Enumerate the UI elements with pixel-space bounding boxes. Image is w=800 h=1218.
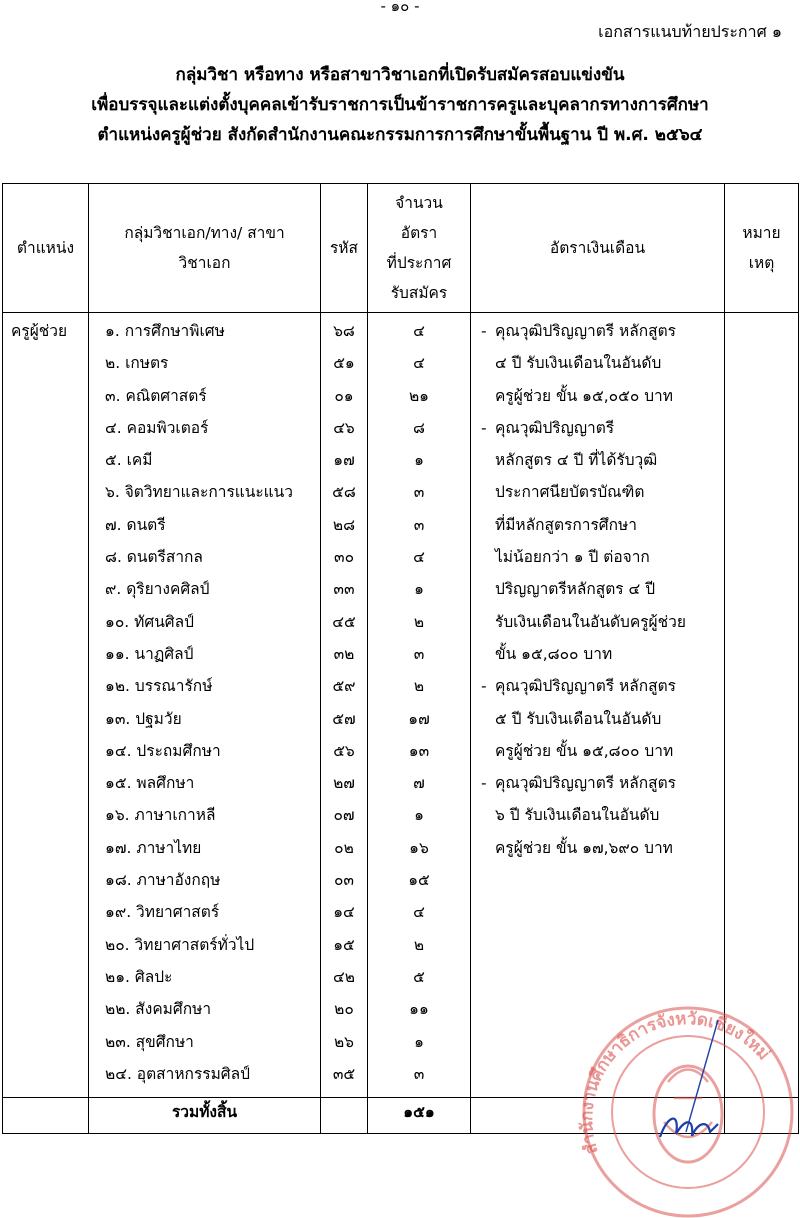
subject-code: ๑๗ [333, 451, 355, 470]
vacancy-count: ๑ [414, 1032, 424, 1051]
vacancy-count: ๒ [413, 677, 425, 696]
subject-code: ๓๕ [332, 1064, 356, 1083]
salary-column [471, 313, 725, 1098]
salary-bullet: - [481, 774, 487, 793]
subject-item: ๑๓. ปฐมวัย [105, 709, 182, 728]
document-title [0, 60, 800, 150]
subject-item: ๒๑. ศิลปะ [105, 967, 173, 986]
subject-column [89, 313, 321, 1098]
subject-item: ๑๒. บรรณารักษ์ [105, 677, 213, 696]
subject-item: ๒๒. สังคมศึกษา [105, 1000, 212, 1019]
subject-code: ๒๘ [332, 515, 356, 534]
salary-text-line: ไม่น้อยกว่า ๑ ปี ต่อจาก [495, 548, 650, 567]
remark-column [725, 313, 799, 1098]
subject-code: ๑๕ [333, 935, 355, 954]
subject-code: ๐๗ [333, 806, 355, 825]
salary-text-line: ครูผู้ช่วย ขั้น ๑๗,๖๙๐ บาท [495, 838, 673, 857]
subject-code: ๕๘ [332, 483, 356, 502]
vacancy-count: ๓ [413, 644, 425, 663]
salary-text-line: คุณวุฒิปริญญาตรี หลักสูตร [495, 322, 677, 340]
vacancy-table [2, 183, 799, 1134]
header-count [368, 184, 471, 313]
subject-code: ๔๒ [333, 967, 355, 986]
subject-item: ๑๙. วิทยาศาสตร์ [105, 903, 220, 922]
header-count-line: อัตรา [400, 224, 438, 242]
subject-code: ๕๙ [332, 677, 356, 696]
header-subject-line: กลุ่มวิชาเอก/ทาง/ สาขา [124, 224, 285, 242]
vacancy-count: ๑ [414, 806, 424, 825]
page-number: - ๑๐ - [380, 0, 420, 15]
vacancy-count: ๔ [413, 322, 425, 340]
salary-item [481, 412, 718, 670]
salary-text-line: ปริญญาตรีหลักสูตร ๔ ปี [495, 580, 656, 599]
vacancy-count: ๑๑ [409, 1000, 429, 1019]
vacancy-count: ๒๑ [408, 386, 430, 405]
salary-item [481, 767, 718, 864]
subject-code: ๒๗ [333, 774, 355, 793]
salary-text-line: คุณวุฒิปริญญาตรี [495, 418, 615, 437]
header-count-line: รับสมัคร [390, 284, 448, 302]
title-line: กลุ่มวิชา หรือทาง หรือสาขาวิชาเอกที่เปิดรับสมัครสอบแข่งขัน [175, 65, 625, 85]
salary-text-line: หลักสูตร ๔ ปี ที่ได้รับวุฒิ [495, 451, 658, 470]
subject-item: ๗. ดนตรี [105, 515, 166, 534]
header-remark-line: หมาย [742, 224, 781, 242]
total-count: ๑๕๑ [368, 1098, 471, 1134]
vacancy-count: ๓ [413, 515, 425, 534]
subject-code: ๓๐ [333, 548, 355, 567]
count-column [368, 313, 471, 1098]
salary-bullet: - [481, 677, 487, 696]
salary-bullet: - [481, 322, 487, 340]
salary-text-line: ขั้น ๑๕,๘๐๐ บาท [495, 644, 613, 663]
subject-code: ๔๕ [332, 612, 356, 631]
salary-text-line: คุณวุฒิปริญญาตรี หลักสูตร [495, 677, 677, 696]
vacancy-count: ๑๖ [409, 838, 429, 857]
subject-code: ๐๒ [334, 838, 354, 857]
subject-item: ๒๓. สุขศึกษา [105, 1032, 194, 1051]
salary-item [481, 670, 718, 767]
salary-bullet: - [481, 418, 487, 437]
header-count-line: ที่ประกาศ [386, 254, 452, 272]
subject-code: ๕๖ [333, 741, 355, 760]
subject-item: ๙. ดุริยางคศิลป์ [105, 580, 210, 599]
subject-item: ๑๔. ประถมศึกษา [105, 741, 221, 760]
header-subject [89, 184, 321, 313]
salary-text-line: ที่มีหลักสูตรการศึกษา [495, 515, 637, 534]
stamp-emblem [654, 1066, 722, 1162]
subject-item: ๑๘. ภาษาอังกฤษ [105, 871, 221, 890]
vacancy-count: ๑ [414, 451, 424, 470]
annex-label: เอกสารแนบท้ายประกาศ ๑ [598, 22, 782, 41]
subject-code: ๒๐ [334, 1000, 354, 1019]
vacancy-count: ๑๓ [408, 741, 430, 760]
table-body-row [3, 313, 799, 1098]
subject-item: ๑๗. ภาษาไทย [105, 838, 202, 857]
header-remark [725, 184, 799, 313]
total-empty-cell [3, 1098, 89, 1134]
vacancy-count: ๕ [413, 967, 425, 986]
header-remark-line: เหตุ [748, 254, 775, 272]
subject-code: ๐๑ [334, 386, 354, 405]
vacancy-count: ๗ [413, 774, 425, 793]
stamp-text: สำนักงานศึกษาธิการจังหวัดเชียงใหม่ [577, 1009, 774, 1157]
salary-text-line: ครูผู้ช่วย ขั้น ๑๕,๐๕๐ บาท [495, 386, 673, 405]
salary-item [481, 315, 718, 412]
salary-text-line: ประกาศนียบัตรบัณฑิต [495, 483, 645, 502]
salary-text-line: ๖ ปี รับเงินเดือนในอันดับ [495, 806, 660, 825]
official-seal-stamp [568, 1002, 798, 1218]
subject-item: ๑๖. ภาษาเกาหลี [105, 806, 216, 825]
subject-item: ๑. การศึกษาพิเศษ [105, 322, 225, 340]
subject-code: ๕๑ [333, 354, 355, 373]
vacancy-count: ๑ [414, 580, 424, 599]
subject-code: ๕๗ [332, 709, 356, 728]
salary-text-line: ครูผู้ช่วย ขั้น ๑๕,๘๐๐ บาท [495, 741, 674, 760]
vacancy-count: ๔ [413, 903, 425, 922]
salary-text-line: คุณวุฒิปริญญาตรี หลักสูตร [495, 774, 677, 793]
vacancy-count: ๒ [413, 612, 425, 631]
subject-item: ๒๔. อุตสาหกรรมศิลป์ [105, 1064, 250, 1083]
subject-item: ๘. ดนตรีสากล [105, 548, 203, 567]
vacancy-count: ๘ [413, 418, 425, 437]
vacancy-count: ๒ [413, 935, 425, 954]
salary-text-line: ๕ ปี รับเงินเดือนในอันดับ [495, 709, 662, 728]
header-code: รหัส [321, 184, 368, 313]
subject-code: ๓๓ [333, 580, 355, 599]
subject-item: ๒. เกษตร [105, 354, 169, 373]
salary-text-line: รับเงินเดือนในอันดับครูผู้ช่วย [495, 612, 686, 631]
vacancy-count: ๔ [413, 354, 425, 373]
subject-code: ๔๖ [333, 418, 355, 437]
total-label: รวมทั้งสิ้น [89, 1098, 321, 1134]
subject-item: ๔. คอมพิวเตอร์ [105, 418, 209, 437]
header-salary: อัตราเงินเดือน [471, 184, 725, 313]
subject-code: ๖๘ [333, 322, 355, 340]
total-empty-cell [321, 1098, 368, 1134]
vacancy-count: ๑๗ [408, 709, 430, 728]
title-line: เพื่อบรรจุและแต่งตั้งบุคคลเข้ารับราชการเป็นข้าราชการครูและบุคลากรทางการศึกษา [91, 95, 709, 115]
subject-item: ๓. คณิตศาสตร์ [105, 386, 207, 405]
stamp-inner-ring [612, 1036, 764, 1188]
subject-item: ๕. เคมี [105, 451, 153, 470]
subject-code: ๐๓ [333, 871, 355, 890]
vacancy-count: ๓ [413, 483, 425, 502]
salary-text-line: ๔ ปี รับเงินเดือนในอันดับ [495, 354, 662, 373]
position-cell: ครูผู้ช่วย [3, 313, 89, 1098]
table-header-row [3, 184, 799, 313]
vacancy-count: ๑๕ [408, 871, 430, 890]
subject-item: ๑๐. ทัศนศิลป์ [105, 612, 194, 631]
title-line: ตำแหน่งครูผู้ช่วย สังกัดสำนักงานคณะกรรมการการศึกษาขั้นพื้นฐาน ปี พ.ศ. ๒๕๖๔ [97, 125, 703, 145]
code-column [321, 313, 368, 1098]
subject-item: ๒๐. วิทยาศาสตร์ทั่วไป [105, 935, 255, 954]
subject-code: ๒๖ [333, 1032, 355, 1051]
header-position: ตำแหน่ง [3, 184, 89, 313]
vacancy-count: ๓ [413, 1064, 425, 1083]
subject-item: ๖. จิตวิทยาและการแนะแนว [105, 483, 293, 502]
subject-item: ๑๕. พลศึกษา [105, 774, 195, 793]
vacancy-count: ๔ [413, 548, 425, 567]
header-count-line: จำนวน [395, 194, 443, 212]
header-subject-line: วิชาเอก [178, 254, 231, 272]
subject-code: ๓๒ [333, 644, 355, 663]
subject-item: ๑๑. นาฏศิลป์ [105, 644, 194, 663]
subject-code: ๑๔ [333, 903, 355, 922]
